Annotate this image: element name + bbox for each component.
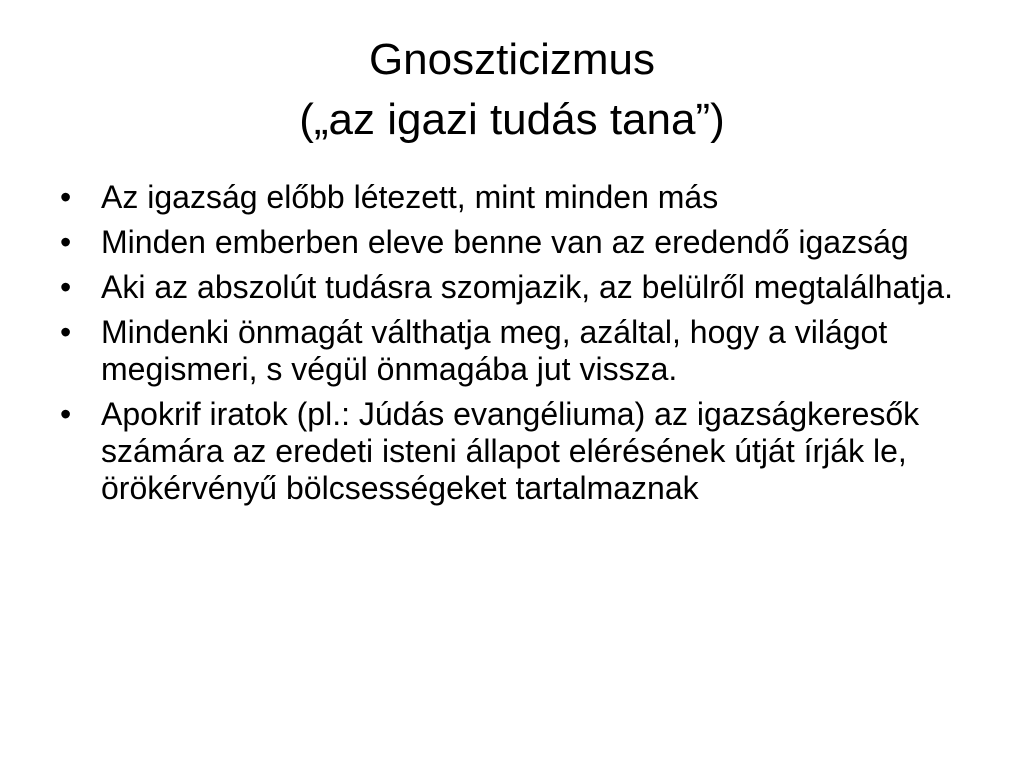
bullet-item	[60, 224, 980, 261]
bullet-text: Mindenki önmagát válthatja meg, azáltal, hogy a világot megismeri, s végül önmagába jut vissza.	[101, 314, 888, 387]
bullet-text: Minden emberben eleve benne van az eredendő igazság	[101, 224, 909, 260]
bullet-item	[60, 314, 980, 388]
bullet-dot-icon: •	[60, 396, 72, 432]
bullet-item	[60, 179, 980, 216]
bullet-dot-icon: •	[60, 269, 72, 305]
bullet-text: Apokrif iratok (pl.: Júdás evangéliuma) az igazságkeresők számára az eredeti isteni állapot elérésének útját írják le, örökérvényű bölcsességeket tartalmaznak	[101, 396, 920, 506]
bullet-dot-icon: •	[60, 314, 72, 350]
slide-title	[0, 30, 1024, 150]
bullet-dot-icon: •	[60, 224, 72, 260]
slide-title-line-2: („az igazi tudás tana”)	[299, 95, 725, 144]
bullet-dot-icon: •	[60, 179, 72, 215]
bullet-item	[60, 396, 980, 507]
bullet-text: Aki az abszolút tudásra szomjazik, az belülről megtalálhatja.	[101, 269, 953, 305]
bullet-text: Az igazság előbb létezett, mint minden más	[101, 179, 719, 215]
slide-title-line-1: Gnoszticizmus	[368, 35, 656, 84]
bullet-list	[60, 179, 980, 515]
bullet-item	[60, 269, 980, 306]
